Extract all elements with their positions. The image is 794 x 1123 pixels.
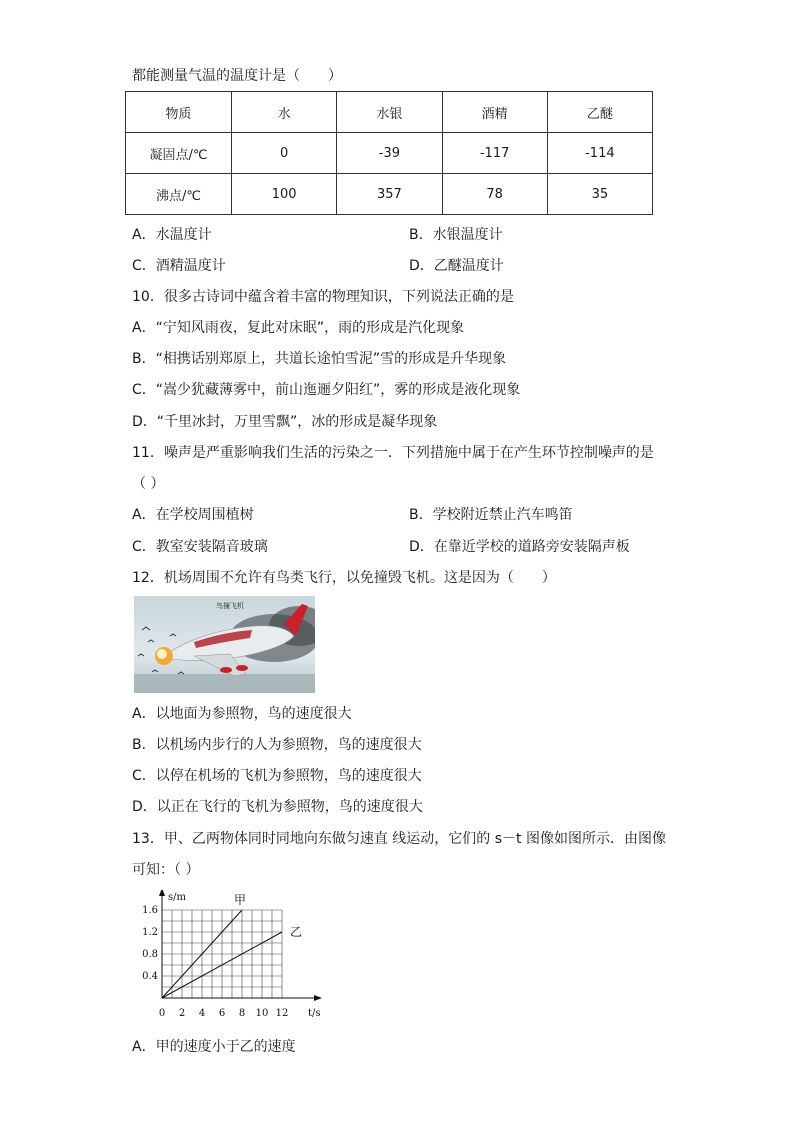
q10-stem: 10．很多古诗词中蕴含着丰富的物理知识，下列说法正确的是 [132,289,514,305]
x-tick-label: 0 [158,1008,166,1019]
substance-table [125,91,653,215]
table-row [126,133,653,174]
q9-option-b: B．水银温度计 [409,227,503,243]
q12-option-b: B．以机场内步行的人为参照物，鸟的速度很大 [132,737,422,753]
table-row [126,174,653,215]
table-cell: 0 [232,133,337,174]
q12-stem: 12．机场周围不允许有鸟类飞行，以免撞毁飞机。这是因为（ ） [132,570,556,586]
table-cell: 357 [337,174,442,215]
table-cell: -39 [337,133,442,174]
x-tick-label: 4 [198,1008,206,1019]
table-cell: 78 [442,174,547,215]
q12-option-c: C．以停在机场的飞机为参照物，鸟的速度很大 [132,768,422,784]
series-label: 甲 [234,893,247,907]
s-t-chart [132,890,332,1022]
q11-option-d: D．在靠近学校的道路旁安装隔声板 [409,539,630,555]
q13-option-a: A．甲的速度小于乙的速度 [132,1039,296,1055]
x-axis-label: t/s [308,1008,321,1019]
y-tick-label: 1.6 [142,905,158,916]
x-tick-label: 12 [275,1008,289,1019]
bird-strike-photo [134,596,315,693]
q13-stem: 13．甲、乙两物体同时同地向东做匀速直 线运动，它们的 s－t 图像如图所示．由图像 [132,831,666,847]
x-tick-label: 2 [178,1008,186,1019]
table-header-cell: 物质 [126,92,232,133]
q9-option-c: C．酒精温度计 [132,258,226,274]
q12-option-a: A．以地面为参照物，鸟的速度很大 [132,706,352,722]
q11-stem: 11．噪声是严重影响我们生活的污染之一．下列措施中属于在产生环节控制噪声的是 [132,445,654,461]
table-header-cell: 水 [232,92,337,133]
x-axis-arrow [314,995,322,1001]
q10-option-b: B．“相携话别郑原上，共道长途怕雪泥”雪的形成是升华现象 [132,351,507,367]
y-axis-label: s/m [168,892,186,903]
image-caption: 鸟撞飞机 [216,602,244,610]
q13-stem-cont: 可知：（ ） [132,862,200,878]
q11-stem-bracket: （ ） [132,476,165,492]
x-tick-label: 6 [218,1008,226,1019]
x-tick-label: 8 [238,1008,246,1019]
q12-option-d: D．以正在飞行的飞机为参照物，鸟的速度很大 [132,799,423,815]
q9-option-a: A．水温度计 [132,227,212,243]
y-axis-arrow [159,890,165,896]
table-header-cell: 乙醚 [547,92,652,133]
q10-option-c: C．“嵩少犹藏薄雾中，前山迤逦夕阳红”，雾的形成是液化现象 [132,382,521,398]
q9-option-d: D．乙醚温度计 [409,258,504,274]
table-cell: 100 [232,174,337,215]
q9-stem-tail: 都能测量气温的温度计是（ ） [132,68,342,84]
y-tick-label: 0.4 [142,971,158,982]
table-cell: 沸点/℃ [126,174,232,215]
q10-option-d: D．“千里冰封，万里雪飘”，冰的形成是凝华现象 [132,414,438,430]
table-cell: 凝固点/℃ [126,133,232,174]
bird-strike-illustration [134,596,315,693]
table-cell: 35 [547,174,652,215]
q11-option-a: A．在学校周围植树 [132,507,254,523]
table-cell: -117 [442,133,547,174]
y-tick-label: 0.8 [142,949,158,960]
y-tick-label: 1.2 [142,927,158,938]
q10-option-a: A．“宁知风雨夜，复此对床眠”，雨的形成是汽化现象 [132,320,465,336]
table-header-cell: 酒精 [442,92,547,133]
q11-option-b: B．学校附近禁止汽车鸣笛 [409,507,573,523]
series-label: 乙 [290,925,303,939]
x-tick-label: 10 [255,1008,269,1019]
table-header-row [126,92,653,133]
table-header-cell: 水银 [337,92,442,133]
q11-option-c: C．教室安装隔音玻璃 [132,539,268,555]
table-cell: -114 [547,133,652,174]
